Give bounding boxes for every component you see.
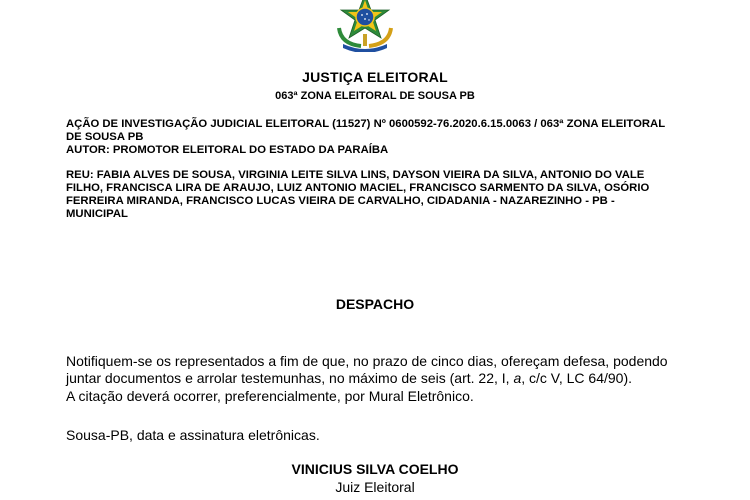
judge-name: VINICIUS SILVA COELHO xyxy=(291,461,459,477)
paragraph-citation: A citação deverá ocorrer, preferencialmente, por Mural Eletrônico. xyxy=(66,388,474,404)
coat-of-arms-emblem xyxy=(331,0,399,52)
judge-role: Juiz Eleitoral xyxy=(335,479,415,495)
paragraph-notification xyxy=(66,353,686,387)
case-author: AUTOR: PROMOTOR ELEITORAL DO ESTADO DA PARAÍBA xyxy=(66,144,389,156)
court-zone: 063ª ZONA ELEITORAL DE SOUSA PB xyxy=(275,90,475,102)
paragraph-notification-end: , c/c V, LC 64/90). xyxy=(521,370,632,386)
case-defendants: REU: FABIA ALVES DE SOUSA, VIRGINIA LEITE SILVA LINS, DAYSON VIEIRA DA SILVA, ANTONIO DO VALE FILHO, FRANCISCA LIRA DE ARAUJO, LUIZ ANTONIO MACIEL, FRANCISCO SARMENTO DA SILVA, OSÓRIO FERREIRA MIRANDA, FRANCISCO LUCAS VIEIRA DE CARVALHO, CIDADANIA - NAZAREZINHO - PB - MUNICIPAL xyxy=(66,169,650,220)
paragraph-notification-start: Notifiquem-se os representados a fim de que, no prazo de cinco dias, ofereçam defesa, podendo juntar documentos e arrolar testemunhas, no máximo de seis (art. 22, I, xyxy=(66,353,668,386)
document-title: DESPACHO xyxy=(335,296,415,312)
case-action: AÇÃO DE INVESTIGAÇÃO JUDICIAL ELEITORAL (11527) Nº 0600592-76.2020.6.15.0063 / 063ª ZONA ELEITORAL DE SOUSA PB xyxy=(66,118,665,143)
paragraph-notification-italic: a xyxy=(513,370,522,386)
place-and-date: Sousa-PB, data e assinatura eletrônicas. xyxy=(66,427,320,443)
court-title: JUSTIÇA ELEITORAL xyxy=(302,69,448,85)
